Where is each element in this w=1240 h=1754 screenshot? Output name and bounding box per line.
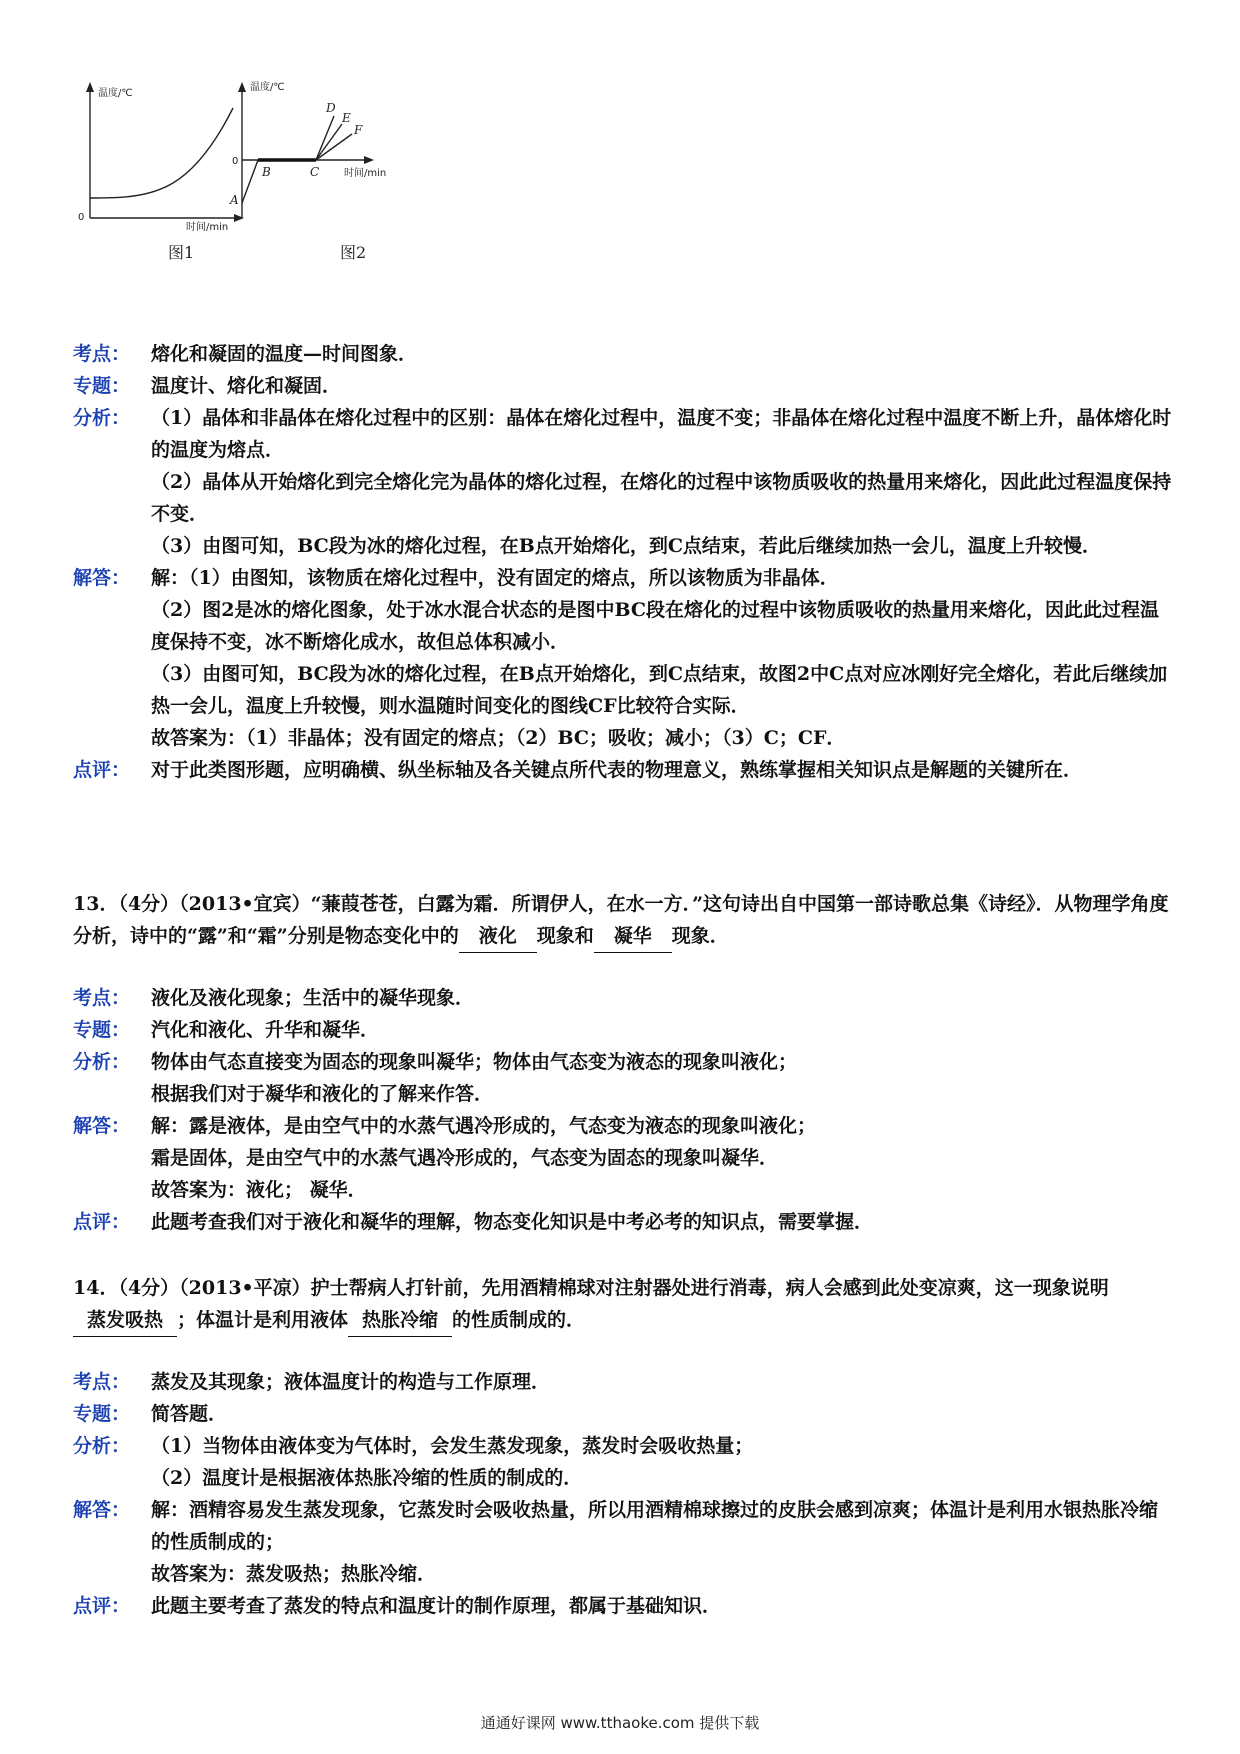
jieda-label: 解答：: [73, 1115, 131, 1137]
q13-jieda-3: 故答案为：液化； 凝华．: [151, 1179, 367, 1201]
q14-blank-2: 热胀冷缩: [348, 1304, 452, 1337]
q12-analysis: [73, 338, 1173, 786]
dianping-label: 点评：: [73, 1211, 131, 1233]
fig1-caption: 图1: [168, 243, 195, 262]
figure-1: [78, 82, 244, 262]
dianping-label: 点评：: [73, 1595, 131, 1617]
fig2-point-a: A: [230, 193, 239, 207]
fig2-point-d: D: [326, 101, 336, 115]
q13-kaodian: 液化及液化现象；生活中的凝华现象．: [151, 987, 475, 1009]
q12-kaodian-row: [73, 338, 1173, 370]
q14-fenxi-1: （1）当物体由液体变为气体时，会发生蒸发现象，蒸发时会吸收热量；: [151, 1435, 754, 1457]
q13-jieda-2: 霜是固体，是由空气中的水蒸气遇冷形成的，气态变为固态的现象叫凝华．: [151, 1147, 779, 1169]
q13-blank-2: 凝华: [594, 920, 672, 953]
q13-jieda-1: 解：露是液体，是由空气中的水蒸气遇冷形成的，气态变为液态的现象叫液化；: [151, 1115, 817, 1137]
q12-fenxi-1: （1）晶体和非晶体在熔化过程中的区别：晶体在熔化过程中，温度不变；非晶体在熔化过程中温度不断上升，晶体熔化时的温度为熔点．: [151, 407, 1172, 461]
fig2-x-arrow: [364, 156, 374, 164]
zhuanti-label: 专题：: [73, 375, 131, 397]
jieda-label: 解答：: [73, 567, 131, 589]
fig1-origin: 0: [78, 212, 85, 223]
fig2-point-b: B: [262, 165, 271, 179]
q13-blank-1: 液化: [459, 920, 537, 953]
fig2-y-arrow: [238, 82, 246, 92]
q14-analysis: [73, 1366, 1173, 1622]
fig1-curve: [90, 108, 233, 198]
q12-fenxi-3: （3）由图可知，BC段为冰的熔化过程，在B点开始熔化，到C点结束，若此后继续加热一会儿，温度上升较慢．: [151, 535, 1101, 557]
q14-fenxi-2: （2）温度计是根据液体热胀冷缩的性质的制成的．: [151, 1467, 583, 1489]
kaodian-label: 考点：: [73, 1371, 131, 1393]
jieda-label: 解答：: [73, 1499, 131, 1521]
q12-fenxi-2: （2）晶体从开始熔化到完全熔化完为晶体的熔化过程，在熔化的过程中该物质吸收的热量用来熔化，因此此过程温度保持不变．: [151, 471, 1172, 525]
q13-fenxi-1: 物体由气态直接变为固态的现象叫凝华；物体由气态变为液态的现象叫液化；: [151, 1051, 798, 1073]
fenxi-label: 分析：: [73, 1051, 131, 1073]
q12-jieda-row: [73, 562, 1173, 754]
q14-jieda-1: 解：酒精容易发生蒸发现象，它蒸发时会吸收热量，所以用酒精棉球擦过的皮肤会感到凉爽；体温计是利用水银热胀冷缩的性质制成的；: [151, 1499, 1159, 1553]
kaodian-label: 考点：: [73, 343, 131, 365]
fig1-ylabel: 温度/℃: [98, 88, 133, 99]
figure-2: [229, 80, 386, 262]
fig2-caption: 图2: [340, 243, 367, 262]
q12-fenxi-row: [73, 402, 1173, 562]
figure-graphs: [78, 68, 478, 308]
fig2-segment-ab: [242, 160, 258, 203]
q14-dianping: 此题主要考查了蒸发的特点和温度计的制作原理，都属于基础知识．: [151, 1595, 722, 1617]
q13-zhuanti: 汽化和液化、升华和凝华．: [151, 1019, 380, 1041]
fenxi-label: 分析：: [73, 407, 131, 429]
q13-analysis: [73, 982, 1173, 1238]
dianping-label: 点评：: [73, 759, 131, 781]
q12-jieda-1: 解：（1）由图知，该物质在熔化过程中，没有固定的熔点，所以该物质为非晶体．: [151, 567, 839, 589]
figures: [78, 68, 478, 308]
q12-kaodian: 熔化和凝固的温度—时间图象．: [151, 343, 418, 365]
q13-dianping: 此题考查我们对于液化和凝华的理解，物态变化知识是中考必考的知识点，需要掌握．: [151, 1211, 874, 1233]
q14-stem-text-b: ；体温计是利用液体: [177, 1309, 349, 1331]
fig1-y-arrow: [86, 82, 94, 92]
fig1-xlabel: 时间/min: [186, 222, 229, 233]
fig2-point-c: C: [310, 165, 320, 179]
q14-stem: [73, 1272, 1173, 1337]
q14-jieda-2: 故答案为：蒸发吸热；热胀冷缩．: [151, 1563, 437, 1585]
q13-stem-text-a: 13．（4分）（2013•宜宾）“蒹葭苍苍，白露为霜．所谓伊人，在水一方．”这句诗出自中国第一部诗歌总集《诗经》．从物理学角度分析，诗中的“露”和“霜”分别是物态变化中的: [73, 893, 1169, 947]
fig2-ylabel: 温度/℃: [250, 82, 285, 93]
fenxi-label: 分析：: [73, 1435, 131, 1457]
kaodian-label: 考点：: [73, 987, 131, 1009]
fig2-point-f: F: [354, 123, 363, 137]
q13-fenxi-2: 根据我们对于凝华和液化的了解来作答．: [151, 1083, 494, 1105]
zhuanti-label: 专题：: [73, 1019, 131, 1041]
q14-kaodian: 蒸发及其现象；液体温度计的构造与工作原理．: [151, 1371, 551, 1393]
q14-stem-text-a: 14．（4分）（2013•平凉）护士帮病人打针前，先用酒精棉球对注射器处进行消毒，病人会感到此处变凉爽，这一现象说明: [73, 1277, 1109, 1299]
fig2-xlabel: 时间/min: [344, 168, 387, 179]
q12-jieda-2: （2）图2是冰的熔化图象，处于冰水混合状态的是图中BC段在熔化的过程中该物质吸收的热量用来熔化，因此此过程温度保持不变，冰不断熔化成水，故但总体积减小．: [151, 599, 1159, 653]
zhuanti-label: 专题：: [73, 1403, 131, 1425]
page-footer: 通通好课网 www.tthaoke.com 提供下载: [480, 1714, 760, 1732]
q13-stem: [73, 888, 1173, 953]
fig2-point-e: E: [342, 111, 351, 125]
q12-zhuanti: 温度计、熔化和凝固．: [151, 375, 342, 397]
q13-stem-text-c: 现象．: [671, 925, 729, 947]
q13-stem-text-b: 现象和: [536, 925, 594, 947]
q14-zhuanti: 简答题．: [151, 1403, 228, 1425]
q12-dianping-row: [73, 754, 1173, 786]
q14-stem-text-c: 的性质制成的．: [452, 1309, 586, 1331]
q12-jieda-4: 故答案为：（1）非晶体；没有固定的熔点；（2）BC；吸收；减小；（3）C；CF．: [151, 727, 846, 749]
q12-jieda-3: （3）由图可知，BC段为冰的熔化过程，在B点开始熔化，到C点结束，故图2中C点对应冰刚好完全熔化，若此后继续加热一会儿，温度上升较慢，则水温随时间变化的图线CF比较符合实际．: [151, 663, 1168, 717]
q12-zhuanti-row: [73, 370, 1173, 402]
q12-dianping: 对于此类图形题，应明确横、纵坐标轴及各关键点所代表的物理意义，熟练掌握相关知识点是解题的关键所在．: [151, 759, 1083, 781]
fig2-zero: 0: [232, 156, 239, 167]
q14-blank-1: 蒸发吸热: [73, 1304, 177, 1337]
